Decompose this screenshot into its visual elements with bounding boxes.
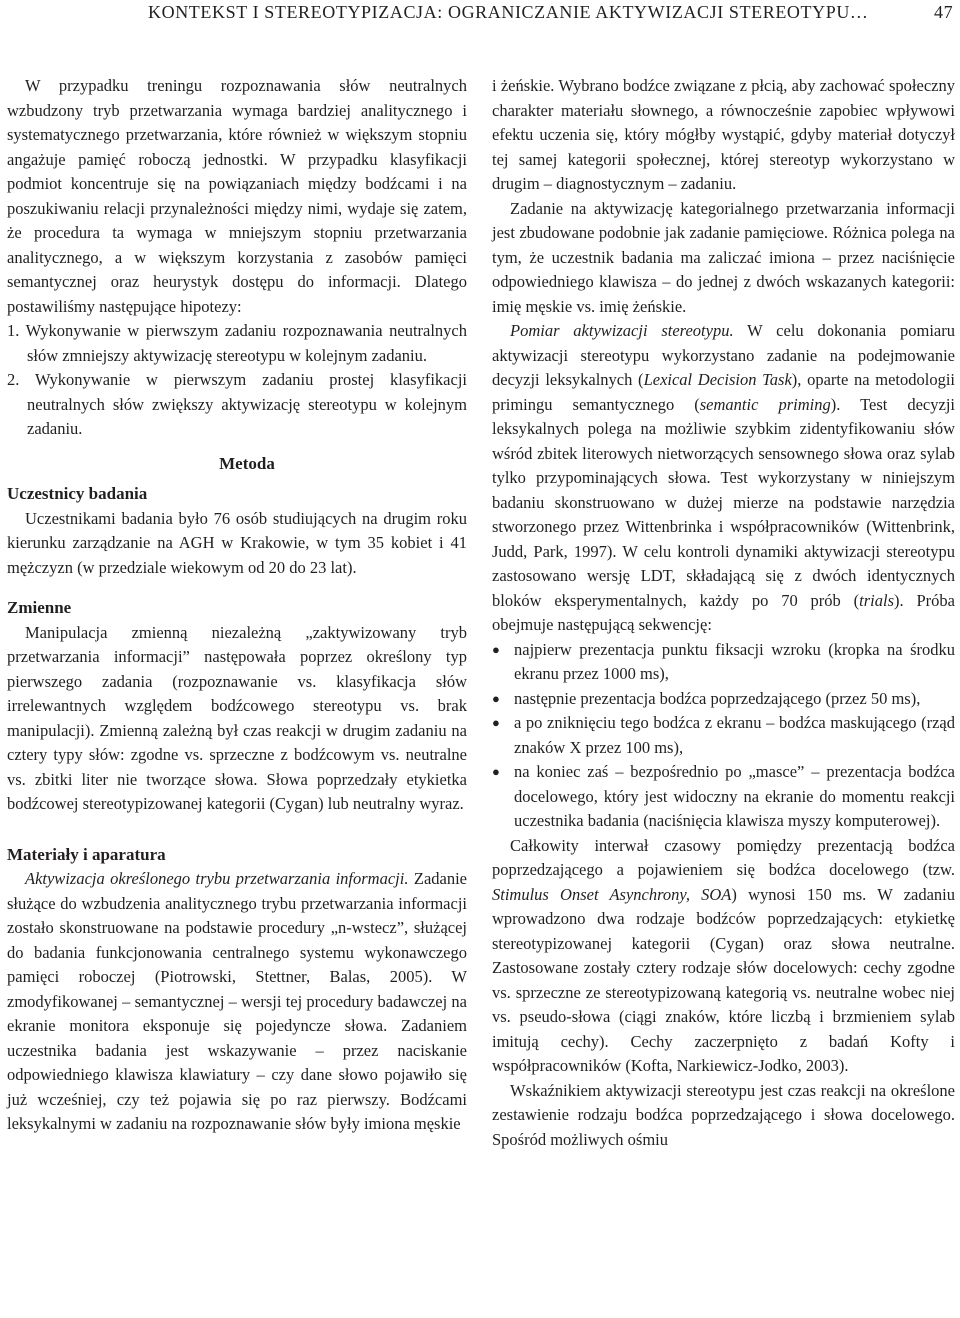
list-item: ● najpierw prezentacja punktu fiksacji wzroku (kropka na środku ekranu przez 1000 ms), <box>492 638 955 687</box>
materials-text: Zadanie służące do wzbudzenia analitycznego trybu przetwarzania informacji zostało skonstruowane na podstawie procedury „n-wstecz”, służącej do badania funkcjonowania centralnego systemu wykonawczego pamięci roboczej (Piotrowski, Stettner, Balas, 2005). W zmodyfikowanej – semantycznej – wersji tej procedury badawczej na ekranie monitora eksponuje się pojedyncze słowa. Zadaniem uczestnika badania jest wskazywanie – przez naciskanie odpowiedniego klawisza klawiatury – czy dane słowo pojawiło się już wcześniej, czy też pojawia się po raz pierwszy. Bodźcami leksykalnymi w zadaniu na rozpoznawanie słów były imiona męskie <box>7 869 467 1133</box>
page-header <box>0 0 960 28</box>
participants-paragraph: Uczestnikami badania było 76 osób studiujących na drugim roku kierunku zarządzanie na AGH w Krakowie, w tym 35 kobiet i 41 mężczyzn (w przedziale wiekowym od 20 do 23 lat). <box>7 508 467 577</box>
intro-paragraph: W przypadku treningu rozpoznawania słów neutralnych wzbudzony tryb przetwarzania wymaga bardziej analitycznego i systematycznego przetwarzania, które również w większym stopniu angażuje pamięć roboczą jednostki. W przypadku klasyfikacji podmiot koncentruje się na powiązaniach między bodźcami i na poszukiwaniu relacji przynależności między nimi, wydaje się zatem, że procedura ta wymaga w mniejszym stopniu przetwarzania analitycznego, a w większym korzystania z zasobów pamięci semantycznej oraz heurystyk dostępu do informacji. Dlatego postawiliśmy następujące hipotezy: <box>7 76 467 316</box>
list-item: ● następnie prezentacja bodźca poprzedzającego (przez 50 ms), <box>492 687 955 712</box>
continued-paragraph: i żeńskie. Wybrano bodźce związane z płcią, aby zachować społeczny charakter materiału słownego, a równocześnie zapobiec wpływowi efektu uczenia się, który mógłby wystąpić, gdyby materiał dotyczył tej samej kategorii społecznej, której stereotyp wykorzystano w drugim – diagnostycznym – zadaniu. <box>492 76 955 193</box>
materials-lead: Aktywizacja określonego trybu przetwarzania informacji. <box>25 869 409 888</box>
trial-sequence-list <box>492 638 955 834</box>
list-item: ● na koniec zaś – bezpośrednio po „masce” – prezentacja bodźca docelowego, który jest widoczny na ekranie do momentu reakcji uczestnika badania (naciśnięcia klawisza myszy komputerowej). <box>492 760 955 834</box>
right-column <box>492 74 955 1152</box>
measurement-paragraph: Pomiar aktywizacji stereotypu. W celu dokonania pomiaru aktywizacji stereotypu wykorzystano zadanie na podejmowanie decyzji leksykalnych (Lexical Decision Task), oparte na metodologii primingu semantycznego (semantic priming). Test decyzji leksykalnych polega na możliwie szybkim zidentyfikowaniu słów wśród zbitek literowych nietworzących sensownego słowa oraz sylab tylko przypominających słowa. Test wykorzystany w niniejszym badaniu skonstruowano w dużej mierze na podstawie narzędzia stworzonego przez Wittenbrinka i współpracowników (Wittenbrink, Judd, Park, 1997). W celu kontroli dynamiki aktywizacji stereotypu zastosowano wersję LDT, składającą się z dwóch identycznych bloków eksperymentalnych, każdy po 70 prób (trials). Próba obejmuje następującą sekwencję: <box>492 321 955 634</box>
hypothesis-2: 2. Wykonywanie w pierwszym zadaniu prostej klasyfikacji neutralnych słów zwiększy aktywizację stereotypu w kolejnym zadaniu. <box>7 370 467 438</box>
subsection-participants: Uczestnicy badania <box>7 484 148 503</box>
hypothesis-1: 1. Wykonywanie w pierwszym zadaniu rozpoznawania neutralnych słów zmniejszy aktywizację stereotypu w kolejnym zadaniu. <box>7 321 467 365</box>
list-item: ● a po zniknięciu tego bodźca z ekranu – bodźca maskującego (rząd znaków X przez 100 ms), <box>492 711 955 760</box>
soa-paragraph: Całkowity interwał czasowy pomiędzy prezentacją bodźca poprzedzającego a pojawieniem się bodźca docelowego (tzw. Stimulus Onset Asynchrony, SOA) wynosi 150 ms. W zadaniu wprowadzono dwa rodzaje bodźców poprzedzających: etykietkę stereotypizowanej kategorii (Cygan) oraz słowa neutralne. Zastosowane zostały cztery rodzaje słów docelowych: cechy zgodne vs. sprzeczne ze stereotypizowaną kategorią vs. neutralne wobec niej vs. pseudo-słowa (ciągi znaków, które liczbą i brzmieniem sylab imitują cechy). Cechy zaczerpnięto z badań Kofty i współpracowników (Kofta, Narkiewicz-Jodko, 2003). <box>492 835 955 1075</box>
subsection-variables: Zmienne <box>7 598 72 617</box>
page-number: 47 <box>934 2 954 22</box>
subsection-materials: Materiały i aparatura <box>7 844 166 864</box>
materials-paragraph <box>7 867 467 1137</box>
measurement-lead: Pomiar aktywizacji stereotypu. <box>510 321 734 340</box>
indicator-paragraph: Wskaźnikiem aktywizacji stereotypu jest czas reakcji na określone zestawienie rodzaju bodźca poprzedzającego i słowa docelowego. Spośród możliwych ośmiu <box>492 1080 955 1149</box>
left-column <box>7 74 467 1137</box>
section-title-method: Metoda <box>219 453 275 473</box>
variables-paragraph: Manipulacja zmienną niezależną „zaktywizowany tryb przetwarzania informacji” następowała poprzez określony typ pierwszego zadania (rozpoznawanie vs. klasyfikacja słów irrelewantnych względem bodźcowego stereotypu vs. brak manipulacji). Zmienną zależną był czas reakcji w drugim zadaniu na cztery typy słów: zgodne vs. sprzeczne z bodźcowym vs. neutralne vs. zbitki liter nie tworzące słowa. Słowa poprzedzały etykietka bodźcowej stereotypizowanej kategorii (Cygan) lub neutralny wyraz. <box>7 622 467 813</box>
running-title: KONTEKST I STEREOTYPIZACJA: OGRANICZANIE AKTYWIZACJI STEREOTYPU… <box>148 2 869 22</box>
categorization-paragraph: Zadanie na aktywizację kategorialnego przetwarzania informacji jest zbudowane podobnie jak zadanie pamięciowe. Różnica polega na tym, że uczestnik badania ma zaliczać imiona – przez naciśnięcie odpowiedniego klawisza – do jednej z dwóch wskazanych kategorii: imię męskie vs. imię żeńskie. <box>492 198 955 316</box>
